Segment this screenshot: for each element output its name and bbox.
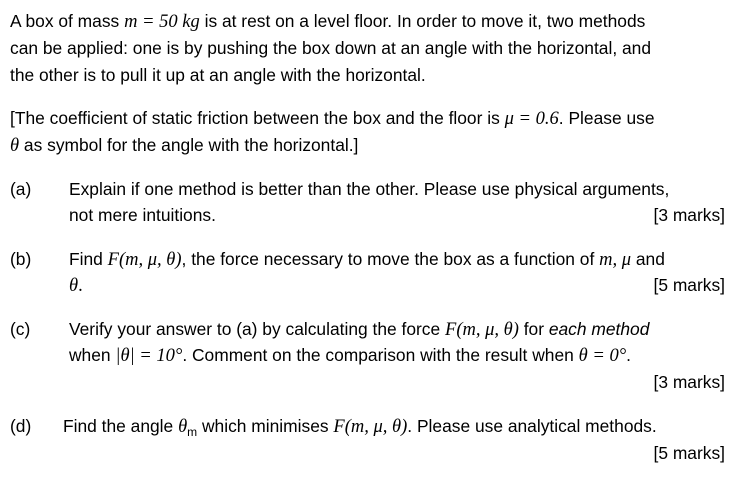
intro-line-2: can be applied: one is by pushing the box down at an angle with the horizontal, and xyxy=(10,38,652,58)
part-c-marks: [3 marks] xyxy=(653,372,725,392)
mass-equation: m = 50 kg xyxy=(124,12,200,32)
intro-text: is at rest on a level floor. In order to move it, two methods xyxy=(199,11,646,31)
part-d-text: . Please use analytical methods. xyxy=(407,416,657,436)
variables: m, μ xyxy=(599,250,632,270)
theta-zero-condition: θ = 0° xyxy=(578,346,627,366)
note-line-2 xyxy=(10,134,358,157)
part-c-text: Verify your answer to (a) by calculating the force xyxy=(69,319,446,339)
part-a-label: (a) xyxy=(10,179,32,199)
part-b-label: (b) xyxy=(10,249,32,269)
force-function: F(m, μ, θ) xyxy=(445,320,519,340)
part-c-text: when xyxy=(69,345,116,365)
theta-symbol: θ xyxy=(69,276,79,296)
part-a-line-1: Explain if one method is better than the other. Please use physical arguments, xyxy=(69,179,670,199)
force-function: F(m, μ, θ) xyxy=(107,250,182,270)
each-method-emphasis: each method xyxy=(548,319,650,339)
part-b-marks: [5 marks] xyxy=(653,275,725,295)
part-b-line-2 xyxy=(69,274,83,297)
part-d-text: which minimises xyxy=(197,416,334,436)
part-c-text: . xyxy=(626,345,631,365)
part-c-text: for xyxy=(518,319,549,339)
part-b-text: Find xyxy=(69,249,108,269)
theta-subscript: m xyxy=(187,425,198,439)
intro-text: A box of mass xyxy=(10,11,125,31)
part-d-text: Find the angle xyxy=(63,416,179,436)
note-text: as symbol for the angle with the horizontal.] xyxy=(19,135,359,155)
part-c-line-2 xyxy=(69,344,631,367)
part-a-line-2: not mere intuitions. xyxy=(69,205,216,225)
period: . xyxy=(78,276,83,296)
part-b-text: , the force necessary to move the box as a function of xyxy=(181,249,600,269)
theta-condition: |θ| = 10° xyxy=(115,346,183,366)
theta-symbol: θ xyxy=(10,136,20,156)
part-d-line-1 xyxy=(63,415,657,443)
part-a-marks: [3 marks] xyxy=(653,205,725,225)
note-text: [The coefficient of static friction between the box and the floor is xyxy=(10,108,505,128)
intro-line-3: the other is to pull it up at an angle with the horizontal. xyxy=(10,65,426,85)
part-b-text: and xyxy=(631,249,665,269)
intro-line-1 xyxy=(10,10,645,33)
part-c-line-1 xyxy=(69,318,649,341)
mu-equation: μ = 0.6 xyxy=(504,109,559,129)
part-d-label: (d) xyxy=(10,416,32,436)
part-b-line-1 xyxy=(69,248,665,271)
note-line-1 xyxy=(10,107,655,130)
part-c-text: . Comment on the comparison with the result when xyxy=(182,345,579,365)
force-function: F(m, μ, θ) xyxy=(333,417,408,437)
theta-symbol: θ xyxy=(178,417,188,437)
note-text: . Please use xyxy=(558,108,655,128)
part-c-label: (c) xyxy=(10,319,31,339)
part-d-marks: [5 marks] xyxy=(653,443,725,463)
